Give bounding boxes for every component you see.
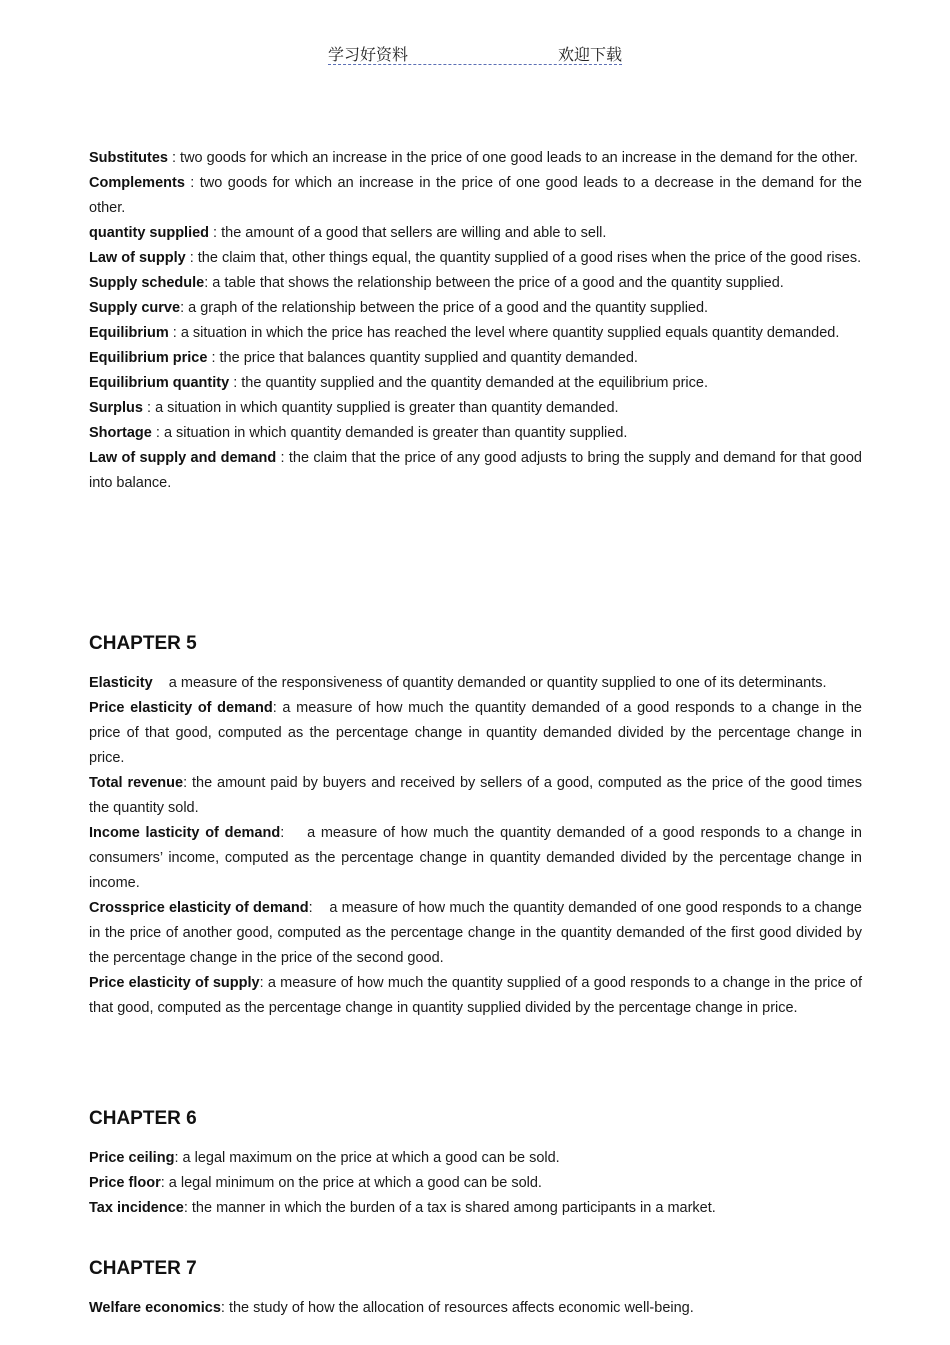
definition-text: the claim that the price of any good adjusts to bring the supply and demand for that good into balance.: [89, 450, 862, 491]
definition-text: a table that shows the relationship between the price of a good and the quantity supplied.: [212, 275, 784, 291]
definition-law-of-supply: [89, 246, 862, 271]
separator: :: [183, 1200, 192, 1216]
definition-text: two goods for which an increase in the price of one good leads to an increase in the demand for the other.: [180, 150, 858, 166]
definition-text: a measure of how much the quantity demanded of a good responds to a change in consumers’ income, computed as the percentage change in quantity demanded divided by the percentage change in income.: [89, 825, 862, 891]
definition-text: the amount of a good that sellers are willing and able to sell.: [221, 225, 607, 241]
definition-supply-curve: [89, 296, 862, 321]
definition-surplus: [89, 396, 862, 421]
definition-text: a graph of the relationship between the price of a good and the quantity supplied.: [188, 300, 709, 316]
definition-text: a measure of how much the quantity demanded of one good responds to a change in the price of another good, computed as the percentage change in the quantity demanded of the first good divided by the percentage change in the price of the second good.: [89, 900, 862, 966]
definition-text: a situation in which quantity demanded is greater than quantity supplied.: [163, 425, 628, 441]
definition-equilibrium-quantity: [89, 371, 862, 396]
term: Shortage: [89, 425, 152, 441]
separator: :: [167, 150, 181, 166]
definition-text: a measure of how much the quantity supplied of a good responds to a change in the price of that good, computed as the percentage change in quantity supplied divided by the percentage change in price.: [89, 975, 862, 1016]
definition-text: two goods for which an increase in the price of one good leads to a decrease in the demand for the other.: [89, 175, 862, 216]
definition-elasticity: [89, 671, 862, 696]
definition-text: the manner in which the burden of a tax is shared among participants in a market.: [191, 1200, 716, 1216]
term: Price floor: [89, 1175, 161, 1191]
chapter-5-heading: CHAPTER 5: [89, 633, 197, 654]
separator: :: [174, 1150, 183, 1166]
separator: :: [183, 775, 192, 791]
term: Price ceiling: [89, 1150, 175, 1166]
definition-quantity-supplied: [89, 221, 862, 246]
definition-text: a measure of the responsiveness of quantity demanded or quantity supplied to one of its determinants.: [168, 675, 827, 691]
definition-total-revenue: [89, 771, 862, 821]
term: Total revenue: [89, 775, 184, 791]
separator: :: [280, 825, 308, 841]
term: Law of supply and demand: [89, 450, 277, 466]
definition-text: the quantity supplied and the quantity demanded at the equilibrium price.: [241, 375, 708, 391]
definition-law-of-supply-and-demand: [89, 446, 862, 496]
page-header: [328, 40, 622, 65]
term: Crossprice elasticity of demand: [89, 900, 309, 916]
term: Supply curve: [89, 300, 181, 316]
separator: :: [272, 700, 283, 716]
separator: :: [207, 350, 220, 366]
term: Elasticity: [89, 675, 153, 691]
term: Substitutes: [89, 150, 168, 166]
definition-text: the study of how the allocation of resources affects economic well-being.: [228, 1300, 694, 1316]
chapter-6-heading: CHAPTER 6: [89, 1108, 197, 1129]
separator: :: [276, 450, 289, 466]
term: Equilibrium: [89, 325, 169, 341]
separator: :: [308, 900, 330, 916]
separator: :: [204, 275, 213, 291]
term: Price elasticity of supply: [89, 975, 260, 991]
separator: :: [168, 325, 181, 341]
separator: :: [160, 1175, 169, 1191]
chapter-6-definitions: [89, 1146, 862, 1221]
definition-text: a legal minimum on the price at which a good can be sold.: [168, 1175, 542, 1191]
definitions-block-1: [89, 146, 862, 496]
separator: :: [259, 975, 268, 991]
separator: :: [220, 1300, 229, 1316]
header-left-text: 学习好资料: [328, 45, 409, 64]
separator: :: [142, 400, 156, 416]
definition-price-ceiling: [89, 1146, 862, 1171]
header-right-text: 欢迎下载: [557, 45, 622, 64]
term: Tax incidence: [89, 1200, 184, 1216]
definition-tax-incidence: [89, 1196, 862, 1221]
chapter-7-heading: CHAPTER 7: [89, 1258, 197, 1279]
term: Surplus: [89, 400, 143, 416]
definition-supply-schedule: [89, 271, 862, 296]
separator: :: [229, 375, 242, 391]
separator: :: [185, 250, 198, 266]
separator: :: [209, 225, 222, 241]
definition-welfare-economics: [89, 1296, 862, 1321]
chapter-7-definitions: [89, 1296, 862, 1321]
term: Law of supply: [89, 250, 186, 266]
definition-text: a situation in which the price has reached the level where quantity supplied equals quantity demanded.: [180, 325, 840, 341]
separator: :: [184, 175, 200, 191]
separator: :: [151, 425, 164, 441]
term: Price elasticity of demand: [89, 700, 273, 716]
definition-text: the claim that, other things equal, the quantity supplied of a good rises when the price of the good rises.: [197, 250, 862, 266]
separator: [153, 675, 169, 691]
definition-equilibrium: [89, 321, 862, 346]
term: quantity supplied: [89, 225, 210, 241]
term: Supply schedule: [89, 275, 205, 291]
definition-text: a legal maximum on the price at which a good can be sold.: [182, 1150, 560, 1166]
chapter-5-definitions: [89, 671, 862, 1021]
definition-price-floor: [89, 1171, 862, 1196]
definition-equilibrium-price: [89, 346, 862, 371]
definition-text: a situation in which quantity supplied is greater than quantity demanded.: [155, 400, 619, 416]
definition-substitutes: [89, 146, 862, 171]
term: Equilibrium price: [89, 350, 208, 366]
term: Welfare economics: [89, 1300, 221, 1316]
definition-text: the amount paid by buyers and received by sellers of a good, computed as the price of the good times the quantity sold.: [89, 775, 862, 816]
separator: :: [180, 300, 189, 316]
definition-income-elasticity-of-demand: [89, 821, 862, 896]
definition-price-elasticity-of-demand: [89, 696, 862, 771]
definition-price-elasticity-of-supply: [89, 971, 862, 1021]
definition-complements: [89, 171, 862, 221]
definition-shortage: [89, 421, 862, 446]
definition-text: the price that balances quantity supplied and quantity demanded.: [219, 350, 638, 366]
definition-text: a measure of how much the quantity demanded of a good responds to a change in the price of that good, computed as the percentage change in quantity demanded divided by the percentage change in price.: [89, 700, 862, 766]
term: Equilibrium quantity: [89, 375, 230, 391]
definition-crossprice-elasticity-of-demand: [89, 896, 862, 971]
term: Complements: [89, 175, 185, 191]
term: Income lasticity of demand: [89, 825, 281, 841]
